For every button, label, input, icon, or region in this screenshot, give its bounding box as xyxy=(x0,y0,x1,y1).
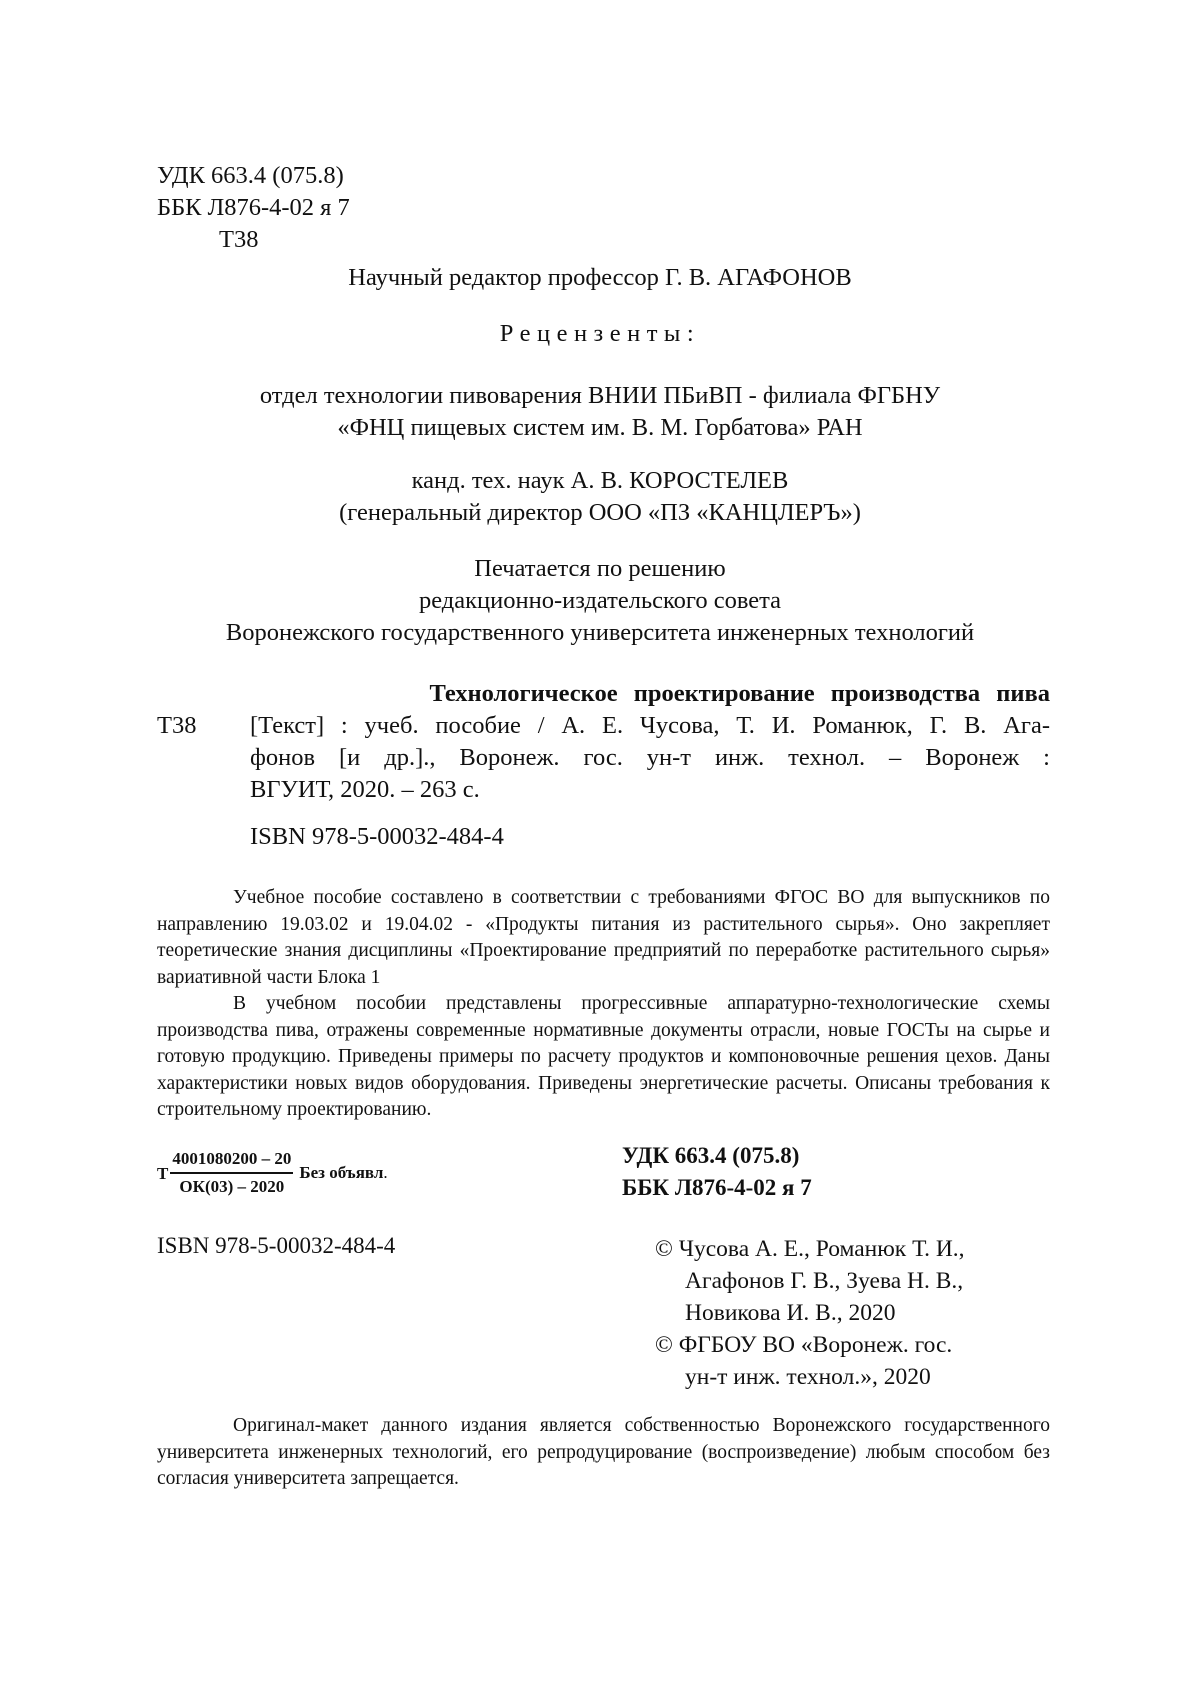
abstract-paragraph: В учебном пособии представлены прогрессивные аппаратурно-технологические схемы производства пива, отражены современные нормативные документы отрасли, новые ГОСТы на сырье и готовую продукцию. Приведены примеры по расчету продуктов и компоновочные решения цехов. Даны характеристики новых видов оборудования. Приведены энергетические расчеты. Описаны требования к строительному проектированию. xyxy=(157,993,1050,1120)
code-letter: Т xyxy=(157,1164,169,1183)
author-mark: Т38 xyxy=(219,226,259,253)
copyright-notice xyxy=(157,1413,1050,1493)
decision-line: Печатается по решению xyxy=(474,555,726,582)
notice-paragraph: Оригинал-макет данного издания является собственностью Воронежского государственного университета инженерных технологий, его репродуцирование (воспроизведение) любым способом без согласия университета запрещается. xyxy=(157,1415,1050,1489)
isbn: ISBN 978-5-00032-484-4 xyxy=(250,823,504,850)
abstract xyxy=(157,885,1050,1124)
bbk-code: ББК Л876-4-02 я 7 xyxy=(157,194,350,221)
biblio-author-mark: Т38 xyxy=(157,712,197,739)
reviewer-person-position: (генеральный директор ООО «ПЗ «КАНЦЛЕРЪ») xyxy=(339,499,861,526)
reviewer-organization-line: «ФНЦ пищевых систем им. В. М. Горбатова» РАН xyxy=(337,414,863,441)
reviewer-organization-line: отдел технологии пивоварения ВНИИ ПБиВП - филиала ФГБНУ xyxy=(259,382,941,409)
classification-footer xyxy=(622,1140,812,1204)
copyright-line: Новикова И. В., 2020 xyxy=(685,1300,896,1326)
copyright-line: ун-т инж. технол.», 2020 xyxy=(685,1364,931,1390)
copyright-line: © Чусова А. Е., Романюк Т. И., xyxy=(655,1236,965,1262)
code-note-dot: . xyxy=(383,1163,388,1182)
code-denominator: ОК(03) – 2020 xyxy=(179,1177,285,1196)
reviewer-person-name: канд. тех. наук А. В. КОРОСТЕЛЕВ xyxy=(411,467,789,494)
isbn: ISBN 978-5-00032-484-4 xyxy=(157,1233,396,1258)
biblio-line: ВГУИТ, 2020. – 263 с. xyxy=(250,776,480,803)
decision-line: Воронежского государственного университета инженерных технологий xyxy=(225,619,975,646)
publication-code xyxy=(157,1148,388,1198)
classification-header xyxy=(157,160,350,256)
code-note-text: Без объявл xyxy=(299,1163,384,1182)
copyright-block xyxy=(655,1233,965,1393)
scientific-editor: Научный редактор профессор Г. В. АГАФОНОВ xyxy=(348,264,852,291)
code-fraction xyxy=(170,1148,293,1198)
copyright-line: © ФГБОУ ВО «Воронеж. гос. xyxy=(655,1332,953,1358)
bbk-code: ББК Л876-4-02 я 7 xyxy=(622,1175,812,1200)
copyright-line: Агафонов Г. В., Зуева Н. В., xyxy=(685,1268,964,1294)
bibliographic-record xyxy=(250,678,1050,806)
reviewer-organization xyxy=(150,380,1050,444)
udk-code: УДК 663.4 (075.8) xyxy=(157,162,344,189)
reviewers-heading: Рецензенты: xyxy=(499,320,701,347)
code-note xyxy=(299,1163,387,1183)
book-title: Технологическое проектирование производства пива xyxy=(429,680,1050,707)
decision-line: редакционно-издательского совета xyxy=(418,587,782,614)
biblio-line: фонов [и др.]., Воронеж. гос. ун-т инж. технол. – Воронеж : xyxy=(250,744,1050,771)
publication-decision xyxy=(150,553,1050,649)
code-numerator: 4001080200 – 20 xyxy=(170,1148,293,1174)
biblio-line: [Текст] : учеб. пособие / А. Е. Чусова, Т. И. Романюк, Г. В. Ага- xyxy=(250,712,1050,739)
udk-code: УДК 663.4 (075.8) xyxy=(622,1143,800,1168)
reviewer-person xyxy=(150,465,1050,529)
abstract-paragraph: Учебное пособие составлено в соответствии с требованиями ФГОС ВО для выпускников по направлению 19.03.02 и 19.04.02 - «Продукты питания из растительного сырья». Оно закрепляет теоретические знания дисциплины «Проектирование предприятий по переработке растительного сырья» вариативной части Блока 1 xyxy=(157,887,1050,988)
